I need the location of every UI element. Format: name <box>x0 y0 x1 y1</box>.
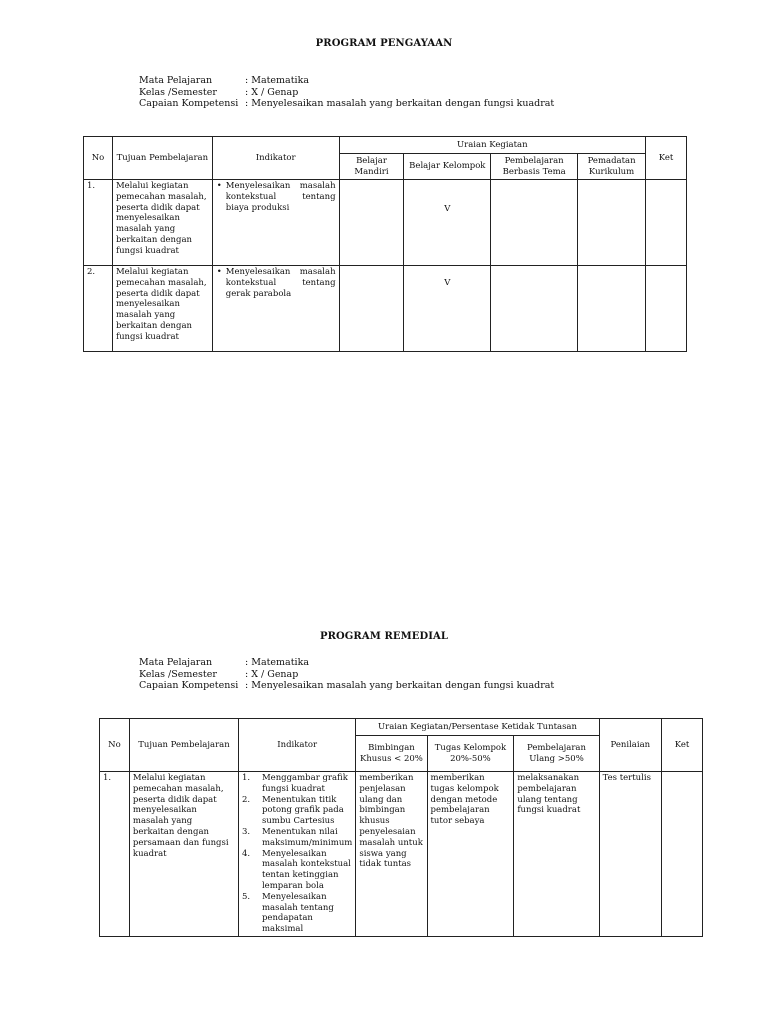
table-row <box>100 772 703 937</box>
meta-label: Kelas /Semester <box>139 668 217 680</box>
row-bimbingan: memberikan penjelasan ulang dan bimbingan khusus penyelesaian masalah untuk siswa yang tidak tuntas <box>356 772 427 937</box>
mark-tema <box>491 180 578 266</box>
meta-value: : Menyelesaikan masalah yang berkaitan dengan fungsi kuadrat <box>245 680 555 691</box>
mark-pemadatan <box>578 266 646 352</box>
header-no: No <box>84 137 113 180</box>
pengayaan-table <box>83 136 687 352</box>
header-tugas: Tugas Kelompok 20%-50% <box>427 736 514 772</box>
table-row <box>84 180 687 266</box>
row-tujuan: Melalui kegiatan pemecahan masalah, peserta didik dapat menyelesaikan masalah yang berkaitan dengan fungsi kuadrat <box>112 180 212 266</box>
row-tujuan: Melalui kegiatan pemecahan masalah, peserta didik dapat menyelesaikan masalah yang berkaitan dengan fungsi kuadrat <box>112 266 212 352</box>
row-no: 1. <box>100 772 130 937</box>
remedial-meta <box>139 657 554 692</box>
mark-kelompok: V <box>404 180 491 266</box>
header-belajar-mandiri: Belajar Mandiri <box>339 154 404 180</box>
row-ket <box>661 772 702 937</box>
row-indikator <box>212 180 339 266</box>
header-uraian: Uraian Kegiatan <box>339 137 645 154</box>
meta-value: : Matematika <box>245 75 309 86</box>
row-tugas: memberikan tugas kelompok dengan metode pembelajaran tutor sebaya <box>427 772 514 937</box>
indikator-item: Menentukan nilai maksimum/minimum <box>261 826 353 848</box>
indikator-item: • Menyelesaikan masalah kontekstual tentang biaya produksi <box>226 181 336 213</box>
meta-value: : X / Genap <box>245 86 299 98</box>
meta-value: : Menyelesaikan masalah yang berkaitan dengan fungsi kuadrat <box>245 98 555 109</box>
meta-label: Capaian Kompetensi <box>139 680 239 691</box>
mark-mandiri <box>339 266 404 352</box>
row-indikator <box>238 772 355 937</box>
header-ket: Ket <box>661 719 702 772</box>
mark-pemadatan <box>578 180 646 266</box>
mark-mandiri <box>339 180 404 266</box>
header-belajar-kelompok: Belajar Kelompok <box>404 154 491 180</box>
remedial-table <box>99 718 703 937</box>
row-no: 1. <box>84 180 113 266</box>
header-berbasis-tema: Pembelajaran Berbasis Tema <box>491 154 578 180</box>
header-ulang: Pembelajaran Ulang >50% <box>514 736 599 772</box>
indikator-item: Menyelesaikan masalah kontekstual tentan ketinggian lemparan bola <box>261 848 351 891</box>
indikator-item: • Menyelesaikan masalah kontekstual tentang gerak parabola <box>226 267 336 299</box>
row-ket <box>646 266 687 352</box>
indikator-item: Menggambar grafik fungsi kuadrat <box>261 773 348 794</box>
row-indikator <box>212 266 339 352</box>
header-ket: Ket <box>646 137 687 180</box>
pengayaan-title: PROGRAM PENGAYAAN <box>315 38 453 49</box>
row-no: 2. <box>84 266 113 352</box>
row-penilaian: Tes tertulis <box>599 772 661 937</box>
table-row <box>84 266 687 352</box>
meta-label: Mata Pelajaran <box>139 75 213 86</box>
indikator-item: Menyelesaikan masalah tentang pendapatan maksimal <box>261 891 334 935</box>
header-pemadatan: Pemadatan Kurikulum <box>578 154 646 180</box>
meta-value: : X / Genap <box>245 668 299 680</box>
mark-tema <box>491 266 578 352</box>
header-indikator: Indikator <box>238 719 355 772</box>
header-bimbingan: Bimbingan Khusus < 20% <box>356 736 427 772</box>
mark-kelompok: V <box>404 266 491 352</box>
row-tujuan: Melalui kegiatan pemecahan masalah, peserta didik dapat menyelesaikan masalah yang berkaitan dengan persamaan dan fungsi kuadrat <box>129 772 238 937</box>
meta-label: Capaian Kompetensi <box>139 98 239 109</box>
row-ulang: melaksanakan pembelajaran ulang tentang fungsi kuadrat <box>514 772 599 937</box>
indikator-item: Menentukan titik potong grafik pada sumbu Cartesius <box>261 794 344 827</box>
header-uraian: Uraian Kegiatan/Persentase Ketidak Tuntasan <box>356 719 599 736</box>
meta-value: : Matematika <box>245 657 309 668</box>
header-tujuan: Tujuan Pembelajaran <box>129 719 238 772</box>
header-no: No <box>100 719 130 772</box>
meta-label: Kelas /Semester <box>139 86 217 98</box>
row-ket <box>646 180 687 266</box>
header-tujuan: Tujuan Pembelajaran <box>112 137 212 180</box>
remedial-title: PROGRAM REMEDIAL <box>319 631 449 642</box>
pengayaan-meta <box>139 75 554 110</box>
meta-label: Mata Pelajaran <box>139 657 213 668</box>
header-penilaian: Penilaian <box>599 719 661 772</box>
header-indikator: Indikator <box>212 137 339 180</box>
